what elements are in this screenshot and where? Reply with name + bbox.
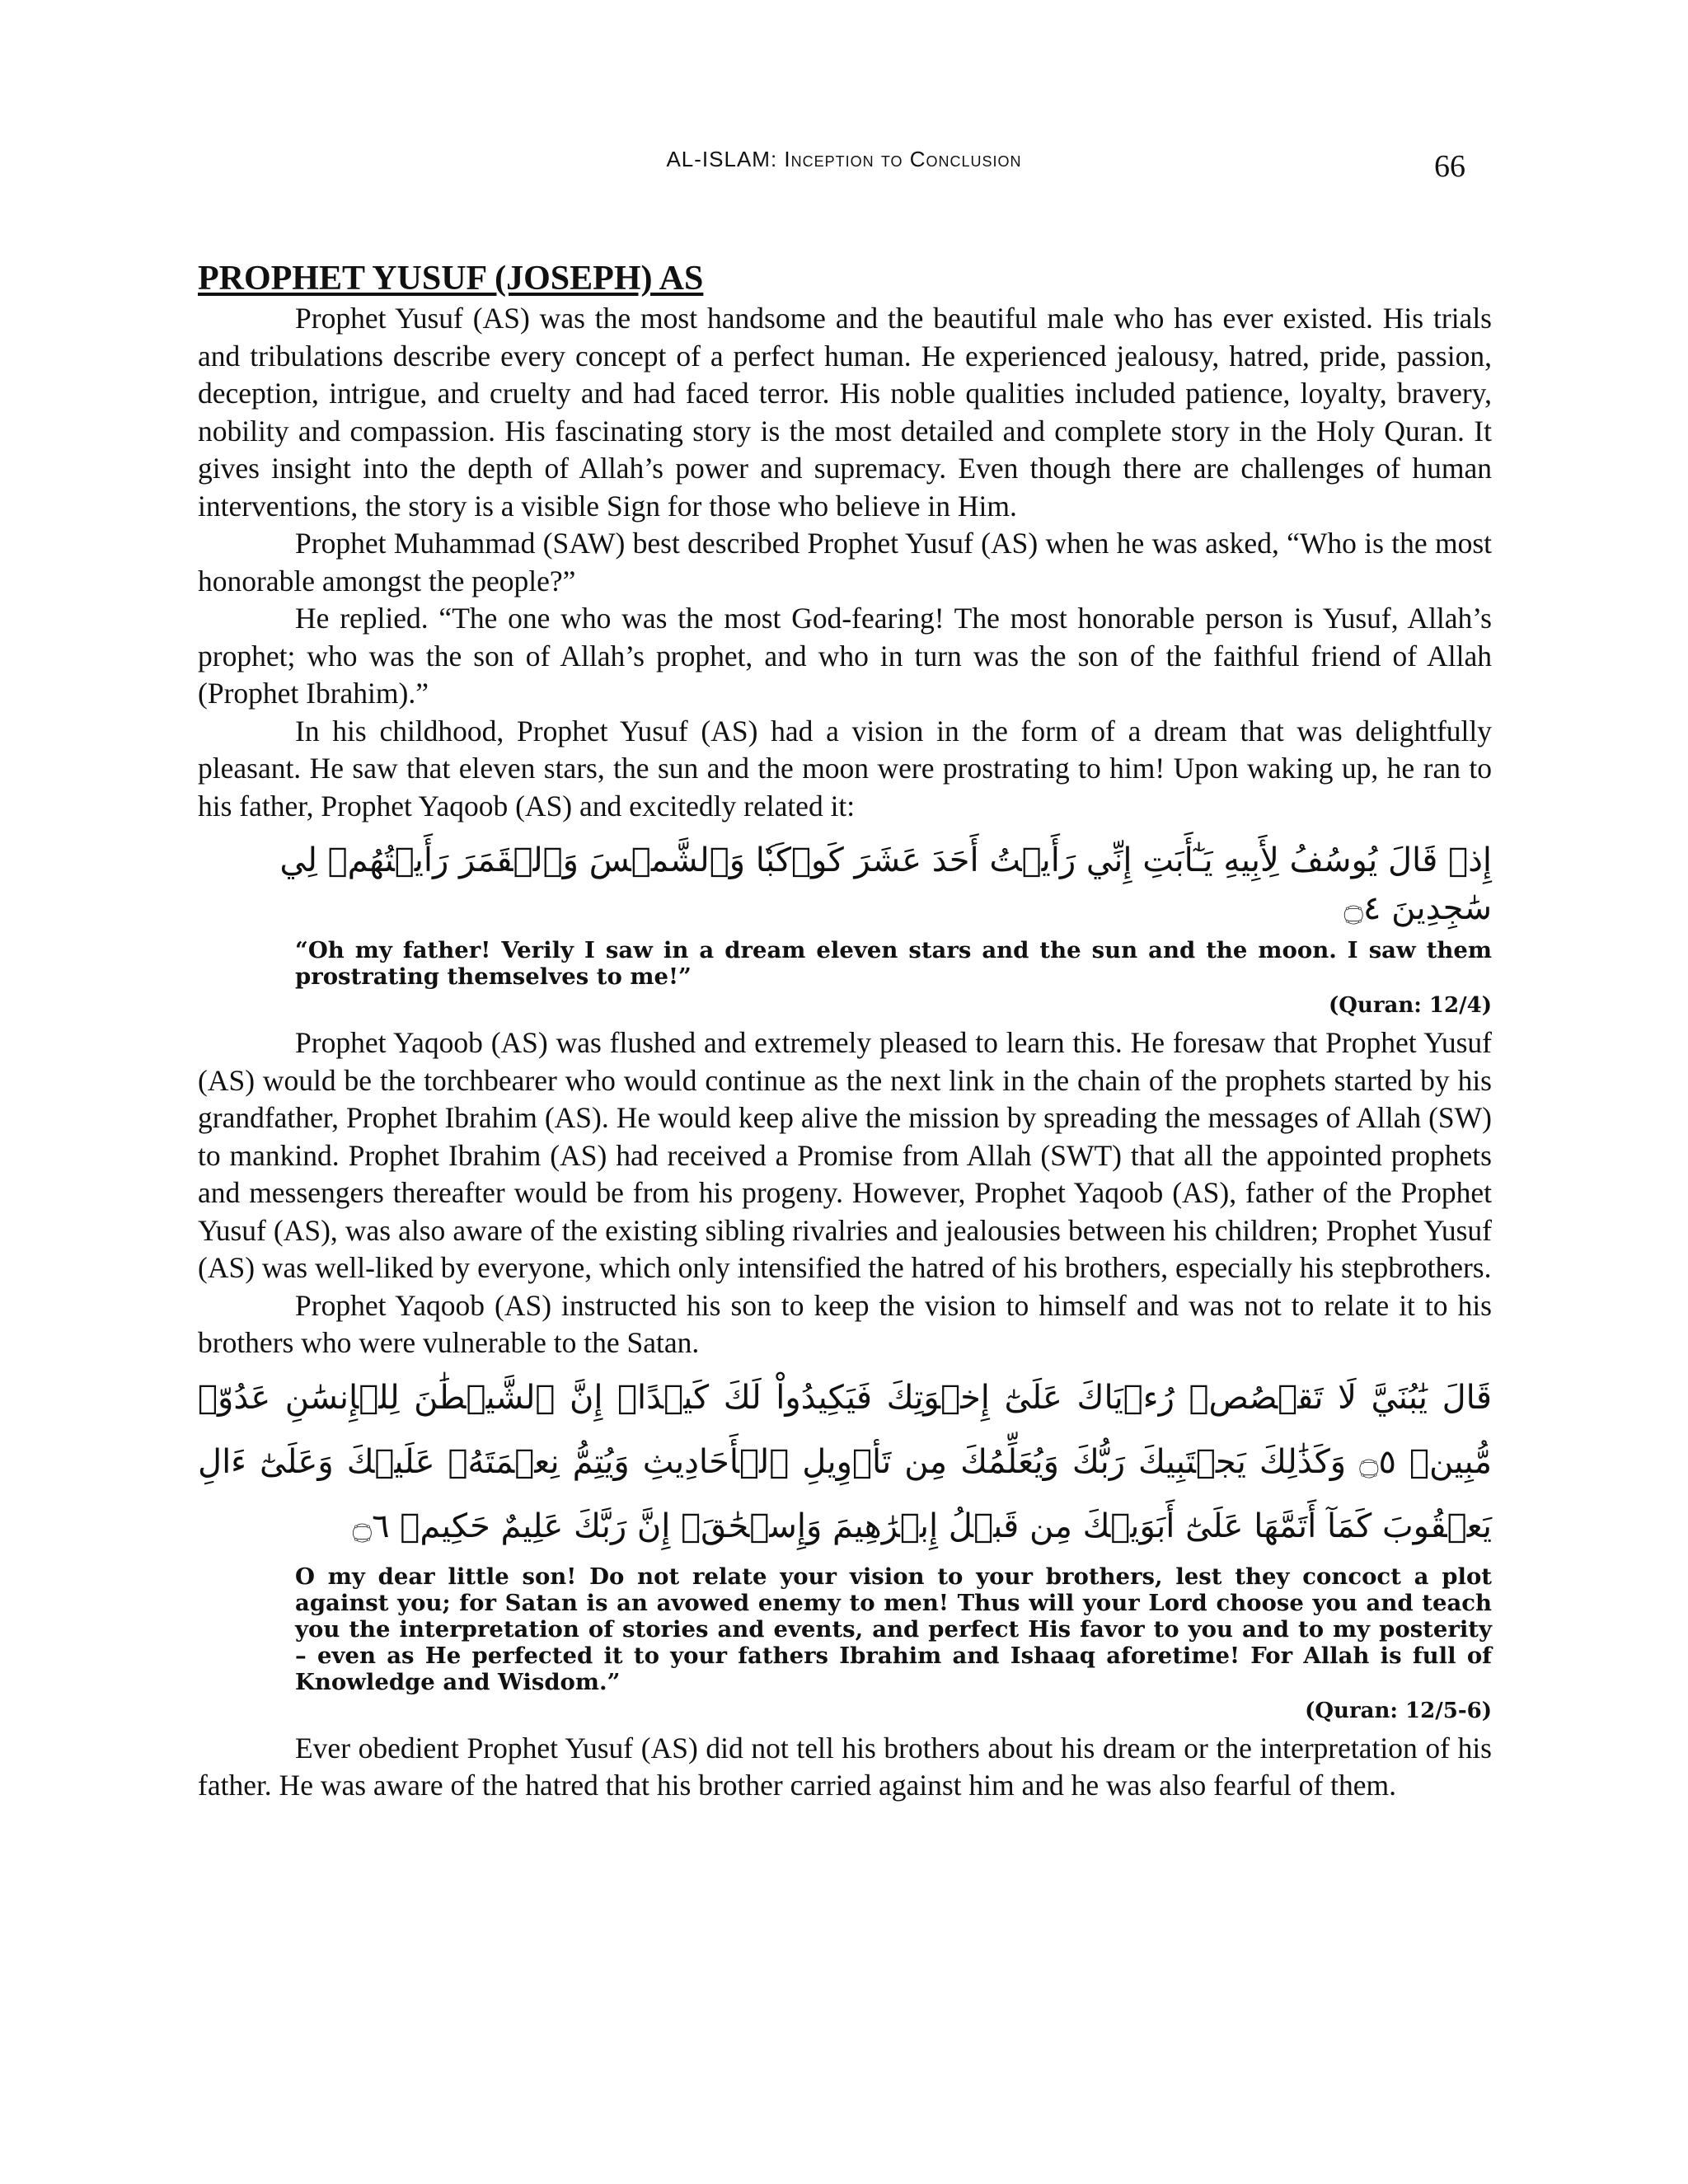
verse-translation: O my dear little son! Do not relate your vision to your brothers, lest they concoct a plot against you; for Satan is an avowed enemy to men! Thus will your Lord choose you and teach you the interpretation of stories and events, and perfect His favor to you and to my posterity – even as He perfected it to your fathers Ibrahim and Ishaaq aforetime! For Allah is full of Knowledge and Wisdom.” <box>295 1563 1492 1695</box>
verse-translation: “Oh my father! Verily I saw in a dream eleven stars and the sun and the moon. I saw them prostrating themselves to me!” <box>295 937 1492 990</box>
paragraph: Prophet Yaqoob (AS) was flushed and extremely pleased to learn this. He foresaw that Prophet Yusuf (AS) would be the torchbearer who would continue as the next link in the chain of the prophets started by his grandfather, Prophet Ibrahim (AS). He would keep alive the mission by spreading the messages of Allah (SW) to mankind. Prophet Ibrahim (AS) had received a Promise from Allah (SWT) that all the appointed prophets and messengers thereafter would be from his progeny. However, Prophet Yaqoob (AS), father of the Prophet Yusuf (AS), was also aware of the existing sibling rivalries and jealousies between his children; Prophet Yusuf (AS) was well-liked by everyone, which only intensified the hatred of his brothers, especially his stepbrothers. <box>198 1026 1492 1284</box>
page-content <box>198 257 1492 1805</box>
quran-verse-arabic: إِذۡ قَالَ يُوسُفُ لِأَبِيهِ يَـٰٓأَبَتِ إِنِّي رَأَيۡتُ أَحَدَ عَشَرَ كَوۡكَبٗا وَٱلشَّمۡسَ وَٱلۡقَمَرَ رَأَيۡتُهُمۡ لِي سَٰجِدِينَ ۝٤ <box>279 841 1492 927</box>
verse-citation: (Quran: 12/4) <box>1328 993 1492 1018</box>
paragraph: In his childhood, Prophet Yusuf (AS) had a vision in the form of a dream that was delightfully pleasant. He saw that eleven stars, the sun and the moon were prostrating to him! Upon waking up, he ran to his father, Prophet Yaqoob (AS) and excitedly related it: <box>198 714 1492 823</box>
paragraph: He replied. “The one who was the most God-fearing! The most honorable person is Yusuf, Allah’s prophet; who was the son of Allah’s prophet, and who in turn was the son of the faithful friend of Allah (Prophet Ibrahim).” <box>198 602 1492 710</box>
verse-citation: (Quran: 12/5-6) <box>1305 1698 1492 1723</box>
paragraph: Prophet Yusuf (AS) was the most handsome and the beautiful male who has ever existed. His trials and tribulations describe every concept of a perfect human. He experienced jealousy, hatred, pride, passion, deception, intrigue, and cruelty and had faced terror. His noble qualities included patience, loyalty, bravery, nobility and compassion. His fascinating story is the most detailed and complete story in the Holy Quran. It gives insight into the depth of Allah’s power and supremacy. Even though there are challenges of human interventions, the story is a visible Sign for those who believe in Him. <box>198 302 1492 523</box>
quran-verse-arabic: قَالَ يَٰبُنَيَّ لَا تَقۡصُصۡ رُءۡيَاكَ عَلَىٰٓ إِخۡوَتِكَ فَيَكِيدُواْ لَكَ كَيۡدًاۖ إِنَّ ٱلشَّيۡطَٰنَ لِلۡإِنسَٰنِ عَدُوّٞ مُّبِينٞ ۝٥ وَكَذَٰلِكَ يَجۡتَبِيكَ رَبُّكَ وَيُعَلِّمُكَ مِن تَأۡوِيلِ ٱلۡأَحَادِيثِ وَيُتِمُّ نِعۡمَتَهُۥ عَلَيۡكَ وَعَلَىٰٓ ءَالِ يَعۡقُوبَ كَمَآ أَتَمَّهَا عَلَىٰٓ أَبَوَيۡكَ مِن قَبۡلُ إِبۡرَٰهِيمَ وَإِسۡحَٰقَۚ إِنَّ رَبَّكَ عَلِيمٌ حَكِيمٞ ۝٦ <box>198 1378 1492 1545</box>
running-header: AL-ISLAM: Inception to Conclusion <box>666 147 1022 171</box>
section-title: PROPHET YUSUF (JOSEPH) AS <box>198 260 704 298</box>
paragraph: Ever obedient Prophet Yusuf (AS) did not tell his brothers about his dream or the interpretation of his father. He was aware of the hatred that his brother carried against him and he was also fearful of them. <box>198 1731 1492 1802</box>
paragraph: Prophet Muhammad (SAW) best described Prophet Yusuf (AS) when he was asked, “Who is the most honorable amongst the people?” <box>198 527 1492 598</box>
page-number: 66 <box>1434 149 1465 184</box>
paragraph: Prophet Yaqoob (AS) instructed his son to keep the vision to himself and was not to relate it to his brothers who were vulnerable to the Satan. <box>198 1288 1492 1359</box>
